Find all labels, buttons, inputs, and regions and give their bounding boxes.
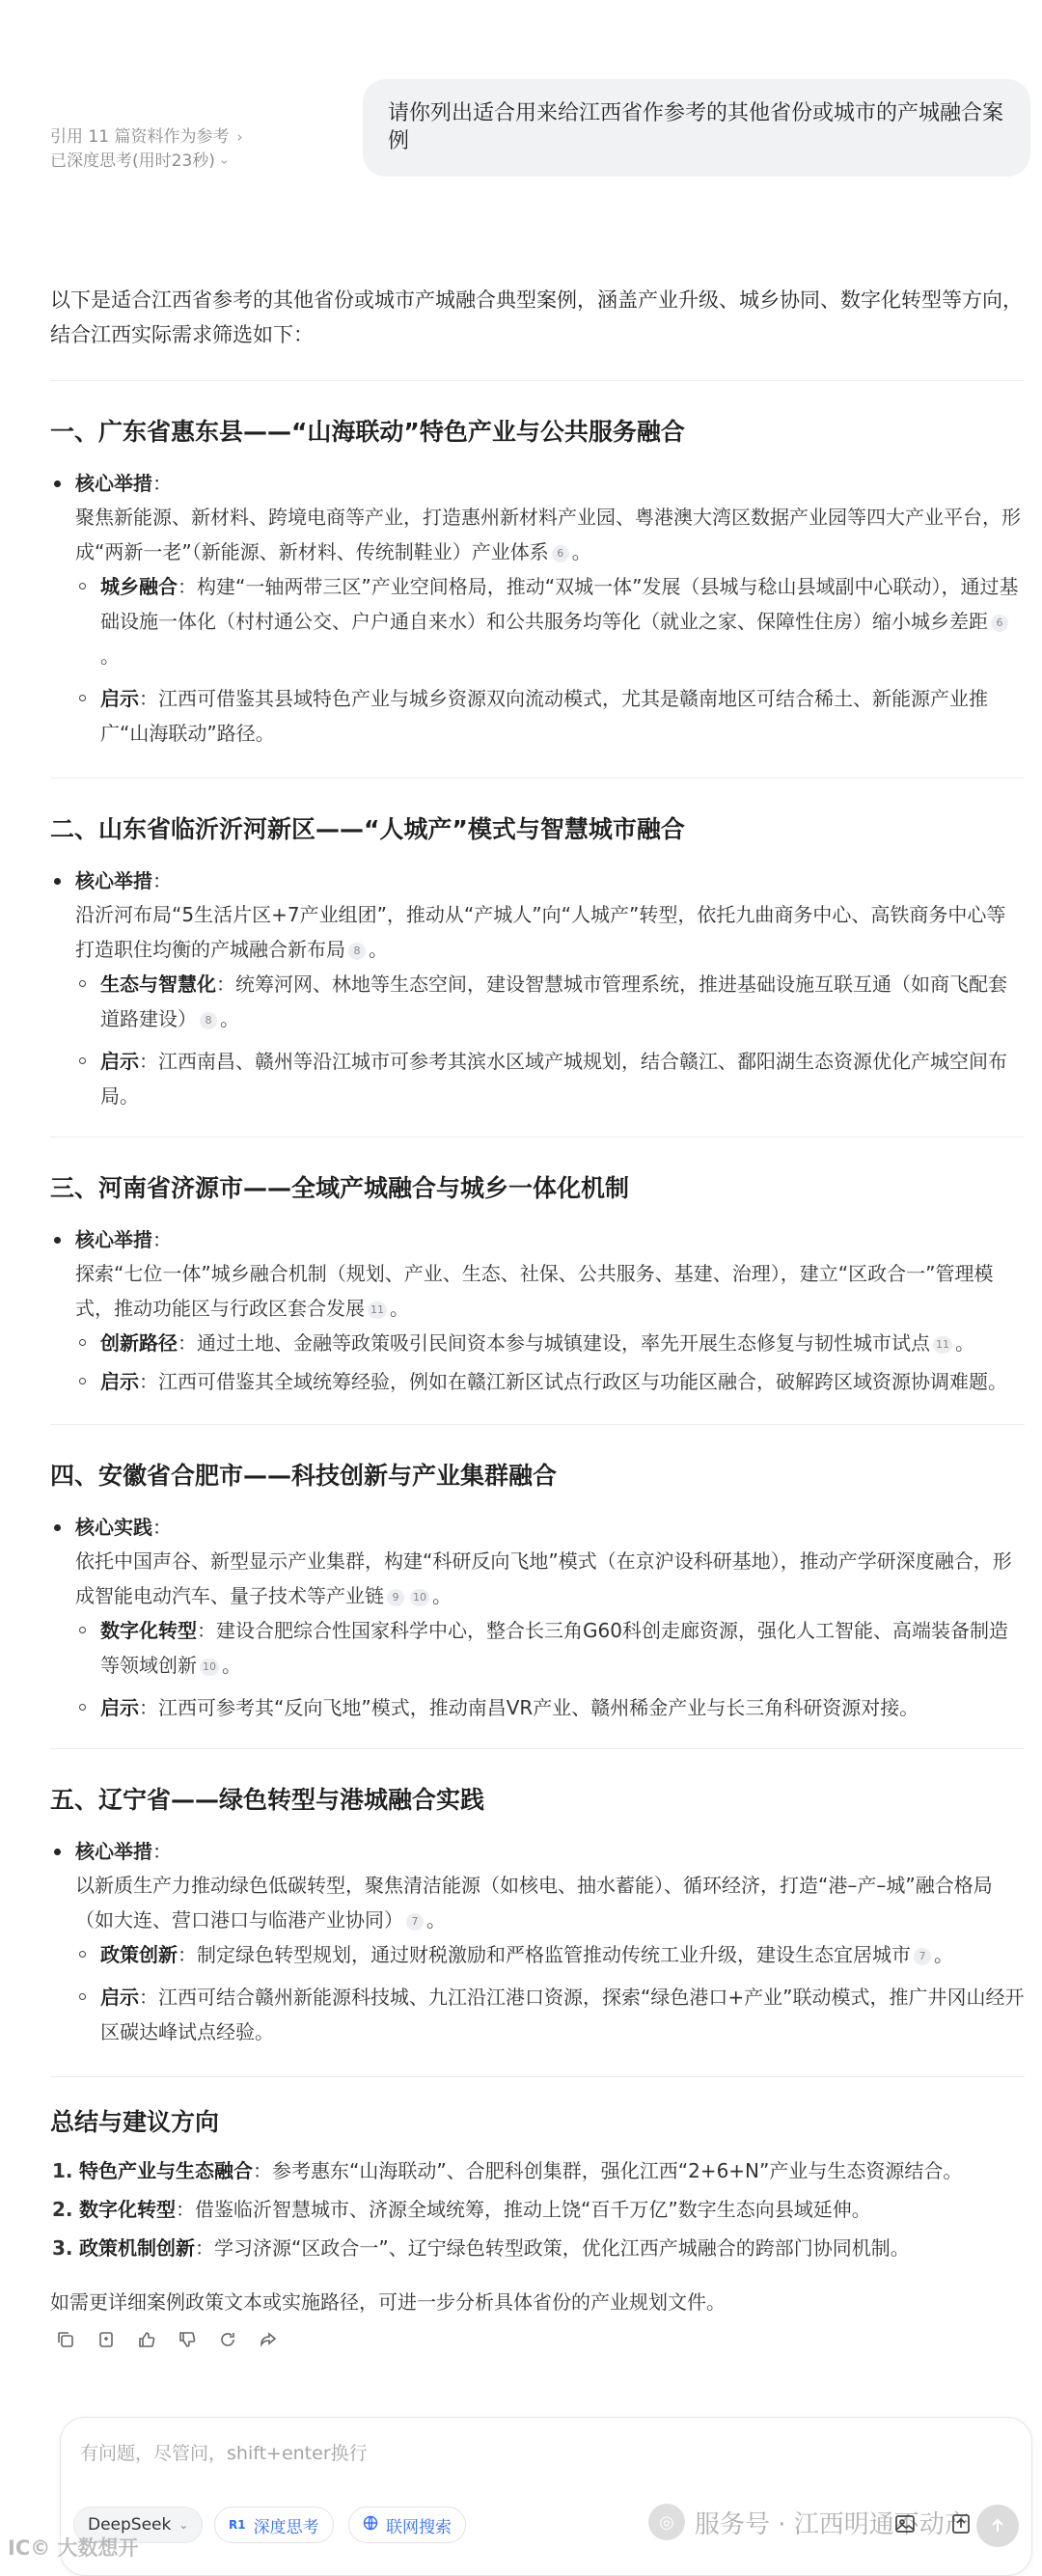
thumbs-up-icon[interactable] [135,2328,158,2351]
summary-item: 1. 特色产业与生态融合：参考惠东“山海联动”、合肥科创集群，强化江西“2+6+N”产业与生态资源结合。 [52,2159,963,2182]
core-measures-label: 核心举措： [50,467,1025,500]
citation-badge[interactable]: 7 [914,1948,931,1965]
chevron-down-icon: › [215,159,232,165]
case-section [50,1781,1025,2049]
globe-icon [363,2515,378,2535]
core-measures-text: 依托中国声谷、新型显示产业集群，构建“科研反向飞地”模式（在京沪设科研基地），推动产学研深度融合，形成智能电动汽车、量子技术等产业链 9 10 。 [75,1549,1012,1607]
divider [50,2076,1025,2077]
composer-tools [888,2507,978,2541]
closing-text: 如需更详细案例政策文本或实施路径，可进一步分析具体省份的产业规划文件。 [50,2290,726,2314]
send-button[interactable] [976,2505,1019,2547]
summary-list [50,2151,1025,2267]
citation-badge[interactable]: 8 [348,943,366,960]
wechat-logo-icon: ◎ [648,2504,685,2540]
case-title: 二、山东省临沂沂河新区——“人城产”模式与智慧城市融合 [50,815,685,843]
core-measures-text: 以新质生产力推动绿色低碳转型，聚焦清洁能源（如核电、抽水蓄能）、循环经济，打造“港–产–城”融合格局（如大连、营口港口与临港产业协同） 7 。 [75,1874,993,1932]
sub-point: 启示：江西可借鉴其全域统筹经验，例如在赣江新区试点行政区与功能区融合，破解跨区域资源协调难题。 [50,1364,1025,1399]
citation-badge[interactable]: 6 [991,615,1008,632]
watermark-text: 服务号 · 江西明通不动产 [695,2509,970,2539]
citation-badge[interactable]: 11 [368,1302,387,1319]
chevron-down-icon: ⌄ [178,2518,189,2532]
core-measures-label: 核心举措： [50,1835,1025,1868]
sub-point: 启示：江西可参考其“反向飞地”模式，推动南昌VR产业、赣州稀金产业与长三角科研资源对接。 [50,1690,1025,1725]
thinking-label: 已深度思考(用时23秒) [50,151,215,171]
deep-think-toggle[interactable] [214,2507,334,2543]
divider [50,1748,1025,1749]
citation-badge[interactable]: 10 [200,1658,219,1676]
case-section [50,413,1025,751]
composer [60,2417,1032,2576]
core-measures-text: 沿沂河布局“5生活片区+7产业组团”，推动从“产城人”向“人城产”转型，依托九曲商务中心、高铁商务中心等打造职住均衡的产城融合新布局 8 。 [75,903,1006,961]
citation-badge[interactable]: 10 [410,1589,429,1606]
web-search-label: 联网搜索 [386,2517,452,2537]
sub-point: 启示：江西可借鉴其县域特色产业与城乡资源双向流动模式，尤其是赣南地区可结合稀土、新能源产业推广“山海联动”路径。 [50,681,1025,751]
web-search-toggle[interactable] [348,2507,466,2543]
divider [50,380,1025,381]
intro-text: 以下是适合江西省参考的其他省份或城市产城融合典型案例，涵盖产业升级、城乡协同、数字化转型等方向，结合江西实际需求筛选如下： [50,288,1023,346]
image-upload-icon[interactable] [888,2507,922,2541]
sub-point: 创新路径：通过土地、金融等政策吸引民间资本参与城镇建设，率先开展生态修复与韧性城市试点 11 。 [50,1326,1025,1360]
sub-point: 城乡融合：构建“一轴两带三区”产业空间格局，推动“双城一体”发展（县城与稔山县域副中心联动），通过基础设施一体化（村村通公交、户户通自来水）和公共服务均等化（就业之家、保障性住房）缩小城乡差距 6。 [50,569,1025,673]
attachment-icon[interactable] [944,2507,978,2541]
core-measures-label: 核心举措： [50,1223,1025,1256]
case-title: 三、河南省济源市——全域产城融合与城乡一体化机制 [50,1174,630,1202]
message-actions [54,2328,280,2351]
thumbs-down-icon[interactable] [176,2328,199,2351]
core-measures-label: 核心举措： [50,864,1025,897]
sub-point: 生态与智慧化：统筹河网、林地等生态空间，建设智慧城市管理系统，推进基础设施互联互通（如商飞配套道路建设） 8 。 [50,967,1025,1036]
citation-badge[interactable]: 7 [406,1913,424,1931]
sources-label: 引用 11 篇资料作为参考 [50,127,230,147]
divider [50,1424,1025,1425]
regenerate-icon[interactable] [216,2328,239,2351]
r1-icon: R1 [229,2518,246,2532]
sources-toggle[interactable] [50,123,242,147]
core-measures-text: 聚焦新能源、新材料、跨境电商等产业，打造惠州新材料产业园、粤港澳大湾区数据产业园等四大产业平台，形成“两新一老”（新能源、新材料、传统制鞋业）产业体系 6 。 [75,506,1021,563]
core-measures-label: 核心实践： [50,1511,1025,1544]
summary-section [50,2103,1025,2319]
sub-point: 政策创新：制定绿色转型规划，通过财税激励和严格监管推动传统工业升级，建设生态宜居城市 7 。 [50,1937,1025,1972]
sub-point: 启示：江西可结合赣州新能源科技城、九江沿江港口资源，探索“绿色港口+产业”联动模式，推广井冈山经开区碳达峰试点经验。 [50,1980,1025,2049]
user-message-bubble: 请你列出适合用来给江西省作参考的其他省份或城市的产城融合案例 [363,79,1030,177]
thinking-toggle[interactable] [50,147,232,171]
sub-point: 启示：江西南昌、赣州等沿江城市可参考其滨水区域产城规划，结合赣江、鄱阳湖生态资源优化产城空间布局。 [50,1044,1025,1113]
case-title: 五、辽宁省——绿色转型与港城融合实践 [50,1786,485,1814]
bookmark-icon[interactable] [95,2328,118,2351]
citation-badge[interactable]: 8 [200,1012,217,1029]
summary-title: 总结与建议方向 [50,2108,220,2136]
share-icon[interactable] [257,2328,280,2351]
citation-badge[interactable]: 9 [387,1589,404,1606]
case-title: 一、广东省惠东县——“山海联动”特色产业与公共服务融合 [50,418,685,446]
summary-item: 3. 政策机制创新：学习济源“区政合一”、辽宁绿色转型政策，优化江西产城融合的跨部门协同机制。 [52,2236,910,2260]
citation-badge[interactable]: 11 [933,1336,952,1354]
citation-badge[interactable]: 6 [552,545,569,562]
core-measures-text: 探索“七位一体”城乡融合机制（规划、产业、生态、社保、公共服务、基建、治理），建立“区政合一”管理模式，推动功能区与行政区套合发展 11 。 [75,1262,994,1320]
copy-icon[interactable] [54,2328,77,2351]
case-title: 四、安徽省合肥市——科技创新与产业集群融合 [50,1462,558,1490]
divider [50,778,1025,779]
sub-point: 数字化转型：建设合肥综合性国家科学中心，整合长三角G60科创走廊资源，强化人工智能、高端装备制造等领域创新 10 。 [50,1613,1025,1683]
case-section [50,810,1025,1113]
case-section [50,1169,1025,1399]
deep-think-label: 深度思考 [253,2517,319,2537]
answer-intro [50,283,1025,352]
message-input[interactable]: 有问题，尽管问，shift+enter换行 [80,2443,368,2464]
model-label: DeepSeek [88,2515,172,2535]
chevron-right-icon: › [236,128,243,146]
corner-watermark: IC© 大数想开 [8,2536,139,2560]
summary-item: 2. 数字化转型：借鉴临沂智慧城市、济源全域统筹，推动上饶“百千万亿”数字生态向县域延伸。 [52,2198,871,2221]
case-section [50,1457,1025,1725]
